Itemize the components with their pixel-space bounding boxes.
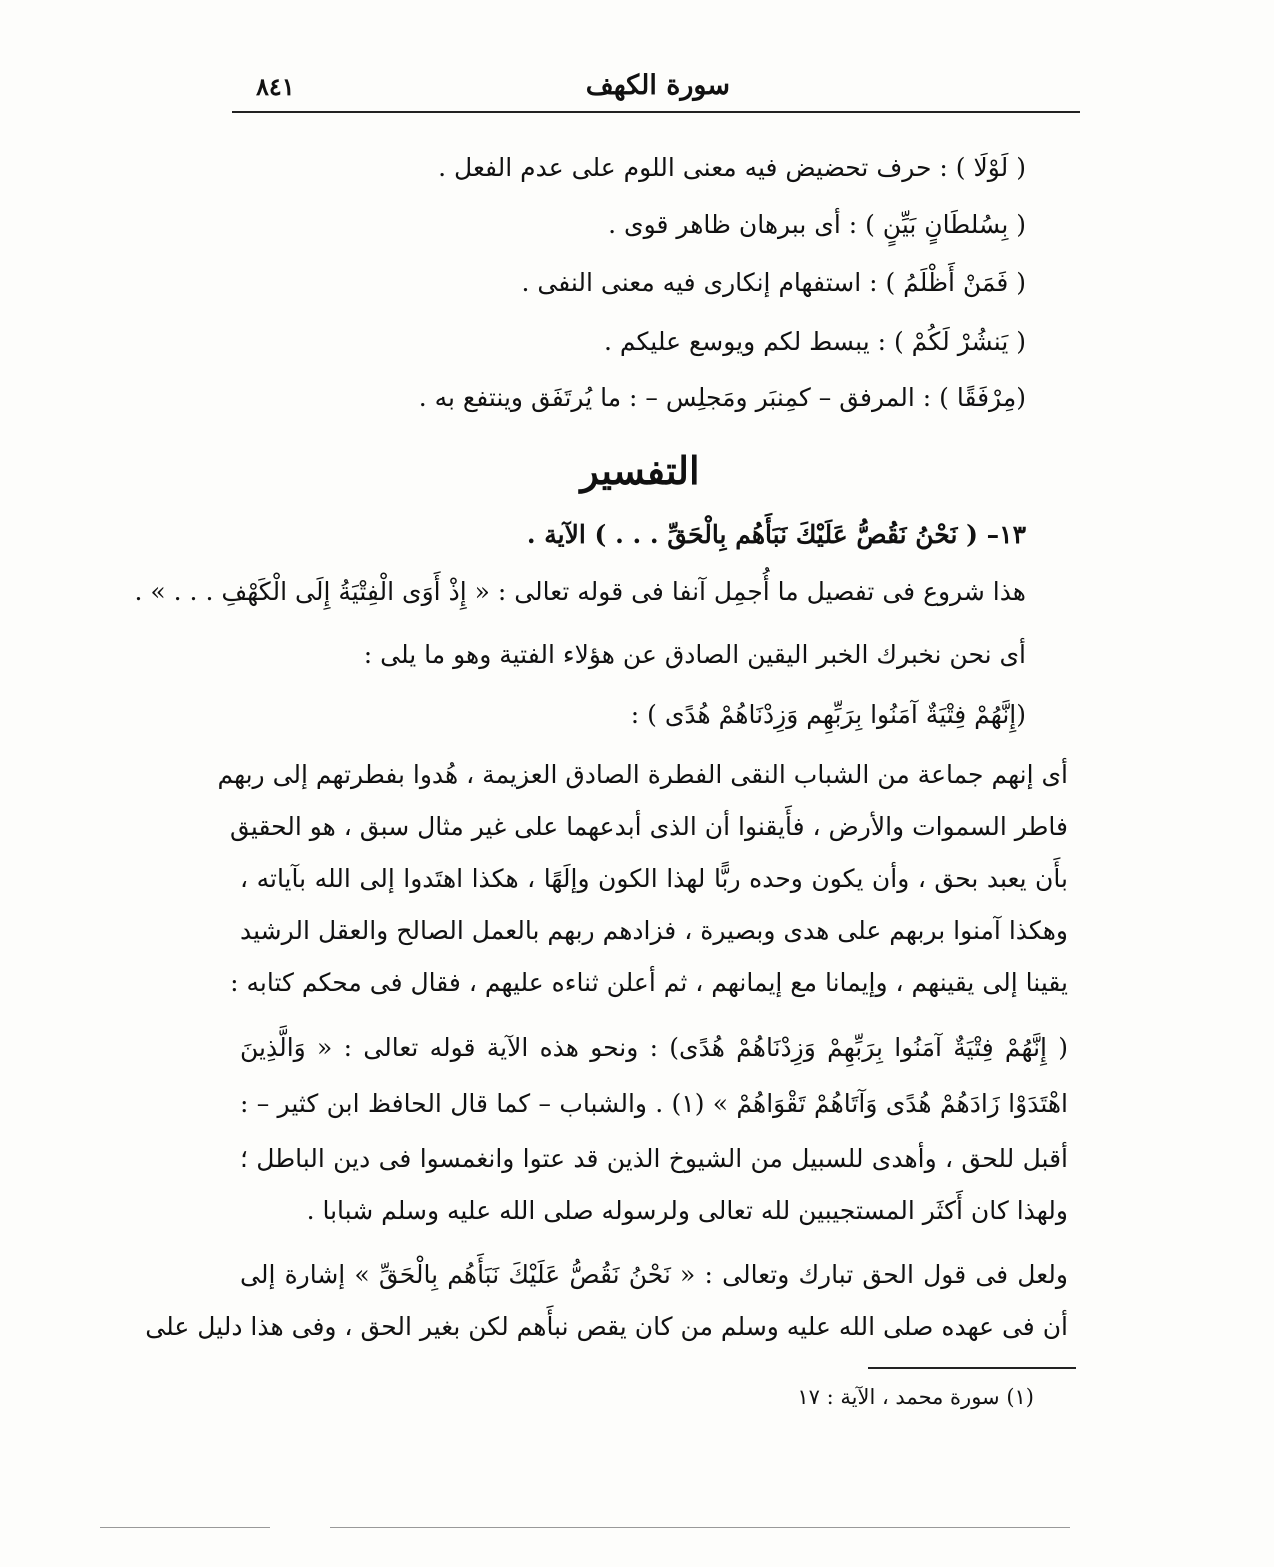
intro-line: هذا شروع فى تفصيل ما أُجمِل آنفا فى قوله تعالى : « إِذْ أَوَى الْفِتْيَةُ إِلَى الْكَهْفِ . . . » . (134, 577, 1026, 606)
page-number: ٨٤١ (256, 72, 295, 101)
paragraph-line: ولعل فى قول الحق تبارك وتعالى : « نَحْنُ نَقُصُّ عَلَيْكَ نَبَأَهُم بِالْحَقِّ » إشارة إلى (240, 1260, 1068, 1289)
paragraph-line: فاطر السموات والأرض ، فأَيقنوا أن الذى أبدعهما على غير مثال سبق ، هو الحقيق (230, 812, 1068, 841)
paragraph-line: اهْتَدَوْا زَادَهُمْ هُدًى وَآتَاهُمْ تَقْوَاهُمْ » (١) . والشباب – كما قال الحافظ ابن كثير – : (240, 1089, 1068, 1118)
vocab-line: ( يَنشُرْ لَكُمْ ) : يبسط لكم ويوسع عليكم . (603, 327, 1026, 356)
paragraph-line: ولهذا كان أَكثَر المستجيبين لله تعالى ولرسوله صلى الله عليه وسلم شبابا . (306, 1196, 1068, 1225)
paragraph-line: ( إِنَّهُمْ فِتْيَةٌ آمَنُوا بِرَبِّهِمْ وَزِدْنَاهُمْ هُدًى) : ونحو هذه الآية قوله تعالى : « وَالَّذِينَ (240, 1033, 1068, 1062)
intro-line: أى نحن نخبرك الخبر اليقين الصادق عن هؤلاء الفتية وهو ما يلى : (363, 640, 1026, 669)
paragraph-line: وهكذا آمنوا بربهم على هدى وبصيرة ، فزادهم ربهم بالعمل الصالح والعقل الرشيد (240, 916, 1068, 945)
vocab-line: (مِرْفَقًا ) : المرفق – كمِنبَر ومَجلِس – : ما يُرتَفَق وينتفع به . (418, 383, 1026, 412)
paragraph-line: بأَن يعبد بحق ، وأن يكون وحده ربًّا لهذا الكون وإلَهًا ، هكذا اهتَدوا إلى الله بآياته ، (240, 864, 1068, 893)
verse-reference: ١٣– ( نَحْنُ نَقُصُّ عَلَيْكَ نَبَأَهُم بِالْحَقِّ . . . ) الآية . (526, 520, 1026, 549)
footnote: (١) سورة محمد ، الآية : ١٧ (797, 1385, 1034, 1409)
scan-edge-line (100, 1527, 270, 1528)
paragraph-line: أى إنهم جماعة من الشباب النقى الفطرة الصادق العزيمة ، هُدوا بفطرتهم إلى ربهم (217, 760, 1068, 789)
section-heading: التفسير (580, 448, 700, 493)
vocab-line: ( بِسُلطَانٍ بَيِّنٍ ) : أى ببرهان ظاهر قوى . (608, 210, 1026, 239)
vocab-line: ( فَمَنْ أَظْلَمُ ) : استفهام إنكارى فيه معنى النفى . (521, 268, 1026, 297)
intro-verse: (إِنَّهُمْ فِتْيَةٌ آمَنُوا بِرَبِّهِم وَزِدْنَاهُمْ هُدًى ) : (630, 700, 1026, 729)
paragraph-line: يقينا إلى يقينهم ، وإيمانا مع إيمانهم ، ثم أعلن ثناءه عليهم ، فقال فى محكم كتابه : (230, 968, 1068, 997)
scan-edge-line (330, 1527, 1070, 1528)
paragraph-line: أقبل للحق ، وأهدى للسبيل من الشيوخ الذين قد عتوا وانغمسوا فى دين الباطل ؛ (240, 1144, 1068, 1173)
page-title: سورة الكهف (585, 70, 730, 101)
footnote-rule (868, 1367, 1076, 1369)
paragraph-line: أن فى عهده صلى الله عليه وسلم من كان يقص نبأَهم لكن بغير الحق ، وفى هذا دليل على (145, 1312, 1068, 1341)
page-header (232, 62, 1080, 112)
vocab-line: ( لَوْلَا ) : حرف تحضيض فيه معنى اللوم على عدم الفعل . (438, 153, 1026, 182)
header-rule (232, 111, 1080, 113)
